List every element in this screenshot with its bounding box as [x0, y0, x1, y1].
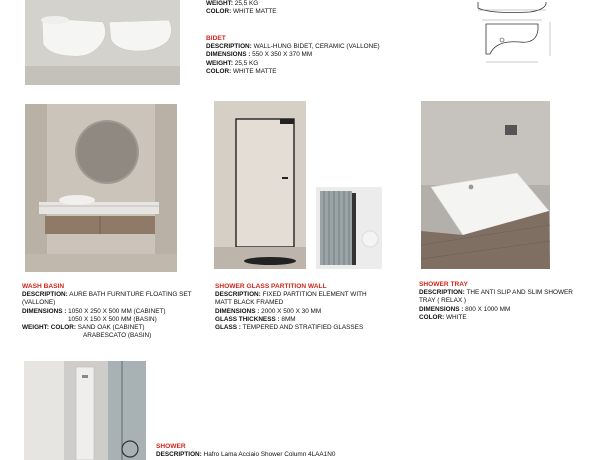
partition-thickness-value: 8MM [281, 315, 296, 323]
bidet-spec-block [206, 35, 466, 76]
partition-spec-block [215, 283, 381, 332]
shower-title: SHOWER [156, 443, 186, 450]
bidet-color-value: WHITE MATTE [233, 67, 277, 75]
wash-basin-color-line1: SAND OAK (CABINET) [77, 324, 145, 332]
bidet-color-line [206, 68, 466, 76]
bidet-description-value: WALL-HUNG BIDET, CERAMIC (VALLONE) [253, 43, 380, 51]
bidet-weight-label: WEIGHT: [206, 59, 233, 67]
wash-basin-title: WASH BASIN [22, 283, 65, 290]
toilet-color-line [206, 8, 277, 16]
toilet-spec-block [206, 0, 277, 16]
tray-dimensions-label: DIMENSIONS : [419, 305, 464, 313]
bidet-technical-drawing [470, 0, 565, 72]
bidet-weight-value: 25,5 KG [234, 59, 259, 67]
shower-spec-block [156, 443, 396, 459]
shower-tray-photo [421, 101, 550, 269]
bidet-dimensions-label: DIMENSIONS : [206, 51, 251, 59]
wash-basin-dimensions-line1: 1050 X 250 X 500 MM (CABINET) [68, 307, 166, 315]
wash-basin-dimensions-line2: 1050 X 150 X 500 MM (BASIN) [68, 315, 157, 323]
wash-basin-dimensions-label: DIMENSIONS : [22, 307, 67, 315]
partition-detail-photo [316, 187, 382, 269]
tray-spec-block [419, 281, 581, 322]
bidet-description-line [206, 43, 466, 51]
toilet-weight-label: WEIGHT: [206, 0, 233, 7]
wash-basin-description-label: DESCRIPTION: [22, 291, 68, 299]
partition-dimensions-line [215, 308, 381, 316]
tray-description-value: THE ANTI SLIP AND SLIM SHOWER TRAY ( RELAX ) [419, 289, 573, 305]
toilet-color-label: COLOR: [206, 8, 232, 16]
partition-glass-value: TEMPERED AND STRATIFIED GLASSES [242, 324, 364, 332]
partition-photo [214, 101, 306, 269]
partition-glass-line [215, 324, 381, 332]
toilet-weight-line [206, 0, 277, 8]
tray-dimensions-line [419, 306, 581, 314]
bidet-dimensions-line [206, 51, 466, 59]
partition-thickness-label: GLASS THICKNESS : [215, 315, 280, 323]
partition-description-line [215, 291, 381, 307]
tray-color-line [419, 314, 581, 322]
wash-basin-weight-color-label: WEIGHT: COLOR: [22, 324, 76, 332]
partition-description-label: DESCRIPTION: [215, 291, 261, 299]
shower-description-line [156, 451, 396, 459]
toilet-weight-value: 25,5 KG [234, 0, 259, 7]
partition-description-value: FIXED PARTITION ELEMENT WITH MATT BLACK FRAMED [215, 291, 367, 307]
shower-description-value: Hafro Lama Acciaio Shower Column 4LAA1N0 [203, 451, 336, 459]
partition-title: SHOWER GLASS PARTITION WALL [215, 283, 327, 290]
tray-description-label: DESCRIPTION: [419, 289, 465, 297]
bidet-color-label: COLOR: [206, 67, 232, 75]
tray-description-line [419, 289, 581, 305]
shower-column-photo [24, 361, 146, 460]
partition-thickness-line [215, 316, 381, 324]
bidet-dimensions-value: 550 X 350 X 370 MM [252, 51, 313, 59]
tray-color-label: COLOR: [419, 313, 445, 321]
wash-basin-photo [25, 104, 177, 272]
toilet-bidet-photo [25, 0, 180, 85]
bidet-weight-line [206, 60, 466, 68]
tray-color-value: WHITE [446, 313, 467, 321]
partition-glass-label: GLASS : [215, 324, 241, 332]
partition-dimensions-label: DIMENSIONS : [215, 307, 260, 315]
tray-title: SHOWER TRAY [419, 281, 468, 288]
bidet-title: BIDET [206, 35, 226, 42]
partition-dimensions-value: 2000 X 500 X 30 MM [261, 307, 322, 315]
shower-description-label: DESCRIPTION: [156, 451, 202, 459]
bidet-description-label: DESCRIPTION: [206, 43, 252, 51]
wash-basin-color-line2: ARABESCATO (BASIN) [83, 332, 152, 340]
wash-basin-color-line [22, 324, 202, 332]
wash-basin-dimensions-line [22, 308, 202, 316]
toilet-color-value: WHITE MATTE [233, 8, 277, 16]
wash-basin-description-line [22, 291, 202, 307]
wash-basin-spec-block [22, 283, 202, 340]
tray-dimensions-value: 800 X 1000 MM [465, 305, 511, 313]
wash-basin-description-value: AURE BATH FURNITURE FLOATING SET (VALLONE) [22, 291, 192, 307]
